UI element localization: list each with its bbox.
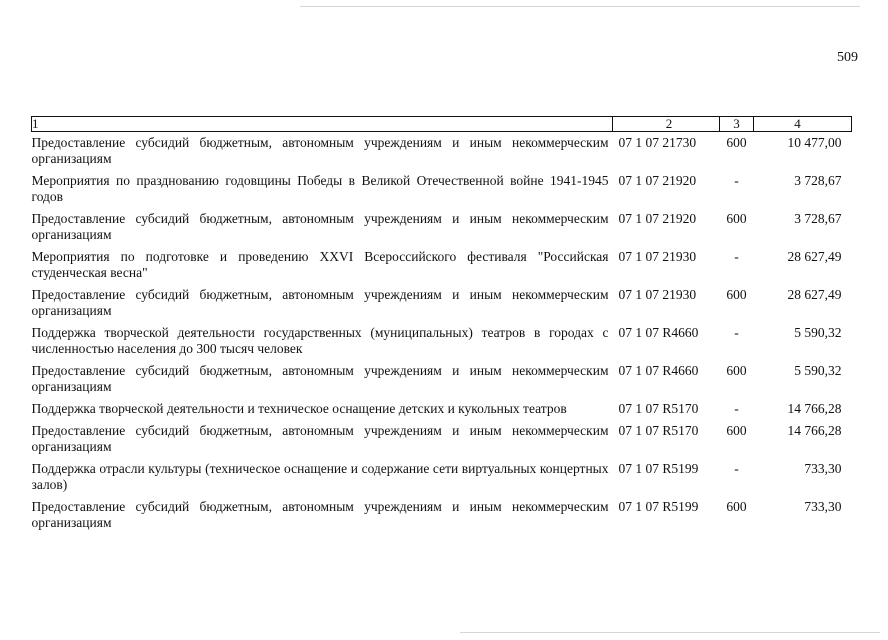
scan-artifact-top: [300, 6, 860, 7]
row-code-cell: 07 1 07 21930: [618, 249, 697, 264]
column-header-3: 3: [720, 117, 754, 132]
row-amount-cell: 733,30: [804, 461, 842, 476]
row-name-cell: Поддержка творческой деятельности и техническое оснащение детских и кукольных театров: [31, 401, 567, 416]
row-name-cell: Мероприятия по подготовке и проведению XXVI Всероссийского фестиваля "Российская студенческая весна": [31, 249, 609, 280]
column-header-1: 1: [32, 117, 613, 132]
row-amount-cell: 28 627,49: [787, 287, 842, 302]
row-amount-cell: 3 728,67: [794, 173, 842, 188]
row-expense-type-cell: -: [734, 401, 739, 416]
row-name-cell: Предоставление субсидий бюджетным, автономным учреждениям и иным некоммерческим организациям: [31, 287, 609, 318]
table-row: [32, 363, 852, 401]
row-amount-cell: 5 590,32: [794, 363, 842, 378]
row-amount-cell: 14 766,28: [787, 423, 842, 438]
row-amount-cell: 10 477,00: [787, 135, 842, 150]
row-name-cell: Поддержка творческой деятельности государственных (муниципальных) театров в городах с численностью населения до 300 тысяч человек: [31, 325, 609, 356]
row-code-cell: 07 1 07 R4660: [618, 363, 699, 378]
row-expense-type-cell: -: [734, 173, 739, 188]
budget-table: [31, 116, 852, 537]
table-row: [32, 173, 852, 211]
row-amount-cell: 5 590,32: [794, 325, 842, 340]
table-row: [32, 325, 852, 363]
row-name-cell: Предоставление субсидий бюджетным, автономным учреждениям и иным некоммерческим организациям: [31, 211, 609, 242]
row-expense-type-cell: 600: [726, 135, 747, 150]
table-body: [32, 132, 852, 538]
row-amount-cell: 3 728,67: [794, 211, 842, 226]
table-row: [32, 461, 852, 499]
row-name-cell: Предоставление субсидий бюджетным, автономным учреждениям и иным некоммерческим организациям: [31, 363, 609, 394]
row-name-cell: Предоставление субсидий бюджетным, автономным учреждениям и иным некоммерческим организациям: [31, 423, 609, 454]
row-code-cell: 07 1 07 R5170: [618, 401, 699, 416]
row-expense-type-cell: -: [734, 461, 739, 476]
table-row: [32, 211, 852, 249]
row-expense-type-cell: 600: [726, 499, 747, 514]
row-expense-type-cell: 600: [726, 211, 747, 226]
table-row: [32, 287, 852, 325]
table-row: [32, 423, 852, 461]
table-row: [32, 249, 852, 287]
row-code-cell: 07 1 07 21920: [618, 211, 697, 226]
row-code-cell: 07 1 07 R5199: [618, 461, 699, 476]
row-code-cell: 07 1 07 R4660: [618, 325, 699, 340]
table-row: [32, 499, 852, 537]
row-expense-type-cell: 600: [726, 363, 747, 378]
row-code-cell: 07 1 07 21920: [618, 173, 697, 188]
page-number: 509: [837, 50, 858, 65]
row-code-cell: 07 1 07 R5170: [618, 423, 699, 438]
scan-artifact-bottom: [460, 632, 880, 633]
column-header-4: 4: [754, 117, 852, 132]
row-name-cell: Предоставление субсидий бюджетным, автономным учреждениям и иным некоммерческим организациям: [31, 499, 609, 530]
table-row: [32, 132, 852, 174]
column-header-2: 2: [613, 117, 720, 132]
row-code-cell: 07 1 07 R5199: [618, 499, 699, 514]
row-code-cell: 07 1 07 21730: [618, 135, 697, 150]
row-amount-cell: 14 766,28: [787, 401, 842, 416]
row-name-cell: Поддержка отрасли культуры (техническое оснащение и содержание сети виртуальных концертных залов): [31, 461, 609, 492]
row-expense-type-cell: -: [734, 249, 739, 264]
row-amount-cell: 28 627,49: [787, 249, 842, 264]
row-name-cell: Мероприятия по празднованию годовщины Победы в Великой Отечественной войне 1941-1945 годов: [31, 173, 609, 204]
row-name-cell: Предоставление субсидий бюджетным, автономным учреждениям и иным некоммерческим организациям: [31, 135, 609, 166]
row-code-cell: 07 1 07 21930: [618, 287, 697, 302]
row-expense-type-cell: -: [734, 325, 739, 340]
table-header-row: [32, 117, 852, 132]
row-expense-type-cell: 600: [726, 423, 747, 438]
table-row: [32, 401, 852, 423]
row-amount-cell: 733,30: [804, 499, 842, 514]
row-expense-type-cell: 600: [726, 287, 747, 302]
